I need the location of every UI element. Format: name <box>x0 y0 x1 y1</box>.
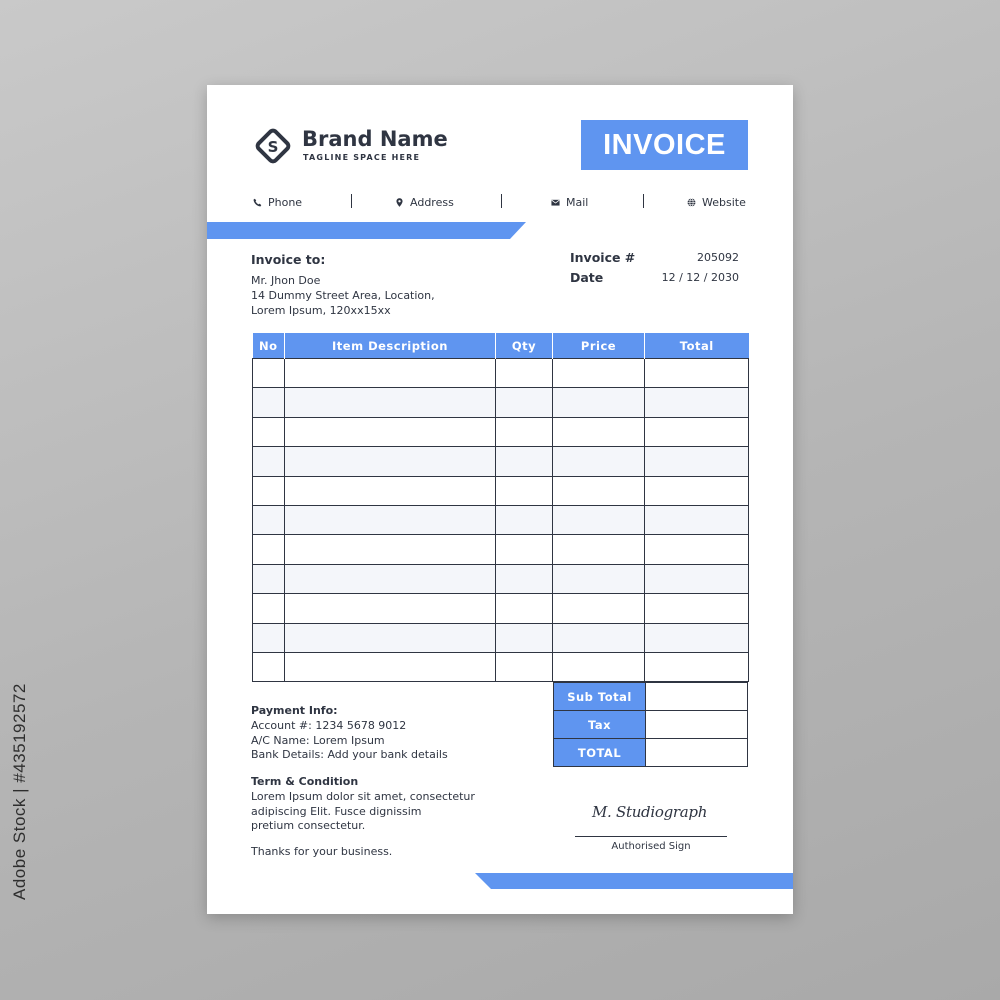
table-cell[interactable] <box>253 652 285 681</box>
table-cell[interactable] <box>645 505 749 534</box>
table-cell[interactable] <box>496 623 553 652</box>
column-header-qty: Qty <box>496 333 553 359</box>
table-row <box>253 623 749 652</box>
table-cell[interactable] <box>553 594 645 623</box>
table-cell[interactable] <box>645 359 749 388</box>
table-cell[interactable] <box>553 359 645 388</box>
table-cell[interactable] <box>496 359 553 388</box>
table-cell[interactable] <box>645 652 749 681</box>
table-cell[interactable] <box>253 564 285 593</box>
table-cell[interactable] <box>645 535 749 564</box>
contact-address-label: Address <box>410 196 454 209</box>
table-cell[interactable] <box>253 417 285 446</box>
client-name: Mr. Jhon Doe <box>251 274 321 287</box>
brand-name: Brand Name <box>302 127 448 151</box>
contact-address[interactable] <box>395 196 454 209</box>
table-cell[interactable] <box>496 447 553 476</box>
contact-mail-label: Mail <box>566 196 589 209</box>
subtotal-row <box>554 683 748 711</box>
subtotal-label: Sub Total <box>554 683 646 711</box>
payment-bank-details: Bank Details: Add your bank details <box>251 748 448 761</box>
table-cell[interactable] <box>285 535 496 564</box>
table-row <box>253 388 749 417</box>
table-row <box>253 535 749 564</box>
invoice-number-label: Invoice # <box>570 250 636 265</box>
payment-info-heading: Payment Info: <box>251 704 338 717</box>
contact-phone[interactable] <box>253 196 302 209</box>
invoice-to-heading: Invoice to: <box>251 252 326 267</box>
date-value: 12 / 12 / 2030 <box>661 271 739 284</box>
phone-icon <box>253 198 262 207</box>
table-row <box>253 564 749 593</box>
table-cell[interactable] <box>253 388 285 417</box>
contact-divider <box>643 194 644 208</box>
tax-value-cell[interactable] <box>646 711 748 739</box>
globe-icon <box>687 198 696 207</box>
client-address-line1: 14 Dummy Street Area, Location, <box>251 289 435 302</box>
table-cell[interactable] <box>285 476 496 505</box>
contact-website-label: Website <box>702 196 746 209</box>
table-cell[interactable] <box>645 447 749 476</box>
total-value-cell[interactable] <box>646 739 748 767</box>
contact-divider <box>351 194 352 208</box>
thanks-note: Thanks for your business. <box>251 845 393 858</box>
payment-ac-name: A/C Name: Lorem Ipsum <box>251 734 385 747</box>
signature-line <box>575 836 727 837</box>
subtotal-value-cell[interactable] <box>646 683 748 711</box>
table-cell[interactable] <box>285 564 496 593</box>
table-cell[interactable] <box>496 652 553 681</box>
bottom-accent-band <box>475 873 793 889</box>
invoice-paper <box>207 85 793 914</box>
table-row <box>253 447 749 476</box>
table-row <box>253 594 749 623</box>
table-cell[interactable] <box>645 388 749 417</box>
stock-id-watermark: Adobe Stock | #435192572 <box>10 683 29 900</box>
table-cell[interactable] <box>285 594 496 623</box>
date-label: Date <box>570 270 604 285</box>
table-cell[interactable] <box>253 447 285 476</box>
table-cell[interactable] <box>496 505 553 534</box>
total-label: TOTAL <box>554 739 646 767</box>
table-cell[interactable] <box>645 417 749 446</box>
authorised-sign-label: Authorised Sign <box>611 841 691 852</box>
table-row <box>253 417 749 446</box>
contact-mail[interactable] <box>551 196 588 209</box>
table-cell[interactable] <box>553 623 645 652</box>
column-header-description: Item Description <box>285 333 496 359</box>
column-header-price: Price <box>553 333 645 359</box>
terms-line2: adipiscing Elit. Fusce dignissim <box>251 805 422 818</box>
table-cell[interactable] <box>496 594 553 623</box>
signature: M. Studiograph <box>592 803 708 821</box>
terms-line1: Lorem Ipsum dolor sit amet, consectetur <box>251 790 475 803</box>
table-cell[interactable] <box>285 447 496 476</box>
table-cell[interactable] <box>253 476 285 505</box>
table-cell[interactable] <box>553 564 645 593</box>
brand-logo-letter: S <box>267 138 279 156</box>
table-cell[interactable] <box>496 388 553 417</box>
table-cell[interactable] <box>553 388 645 417</box>
top-accent-band <box>207 222 527 239</box>
table-cell[interactable] <box>553 417 645 446</box>
table-cell[interactable] <box>253 505 285 534</box>
column-header-total: Total <box>645 333 749 359</box>
brand-logo-icon <box>252 125 294 167</box>
items-table <box>252 333 749 682</box>
totals-table <box>553 682 748 767</box>
items-table-header <box>253 333 749 359</box>
tax-label: Tax <box>554 711 646 739</box>
table-cell[interactable] <box>645 623 749 652</box>
client-address-line2: Lorem Ipsum, 120xx15xx <box>251 304 391 317</box>
table-cell[interactable] <box>645 564 749 593</box>
contact-phone-label: Phone <box>268 196 303 209</box>
table-row <box>253 505 749 534</box>
table-cell[interactable] <box>253 535 285 564</box>
table-cell[interactable] <box>285 652 496 681</box>
brand-tagline: TAGLINE SPACE HERE <box>303 153 421 162</box>
contact-divider <box>501 194 502 208</box>
table-row <box>253 359 749 388</box>
terms-line3: pretium consectetur. <box>251 819 366 832</box>
table-cell[interactable] <box>645 476 749 505</box>
table-cell[interactable] <box>285 388 496 417</box>
table-cell[interactable] <box>285 359 496 388</box>
table-cell[interactable] <box>496 476 553 505</box>
invoice-number-value: 205092 <box>697 251 739 264</box>
total-row <box>554 739 748 767</box>
table-cell[interactable] <box>253 359 285 388</box>
table-cell[interactable] <box>285 505 496 534</box>
invoice-title: INVOICE <box>581 120 748 170</box>
table-row <box>253 476 749 505</box>
column-header-no: No <box>253 333 285 359</box>
table-cell[interactable] <box>645 594 749 623</box>
table-cell[interactable] <box>496 535 553 564</box>
table-cell[interactable] <box>496 564 553 593</box>
table-cell[interactable] <box>553 447 645 476</box>
table-cell[interactable] <box>285 417 496 446</box>
table-cell[interactable] <box>253 594 285 623</box>
payment-account: Account #: 1234 5678 9012 <box>251 719 407 732</box>
table-cell[interactable] <box>553 476 645 505</box>
table-cell[interactable] <box>553 535 645 564</box>
table-cell[interactable] <box>285 623 496 652</box>
table-cell[interactable] <box>553 505 645 534</box>
table-cell[interactable] <box>253 623 285 652</box>
mail-icon <box>551 198 560 207</box>
tax-row <box>554 711 748 739</box>
contact-website[interactable] <box>687 196 746 209</box>
terms-heading: Term & Condition <box>251 775 359 788</box>
table-cell[interactable] <box>496 417 553 446</box>
table-row <box>253 652 749 681</box>
location-pin-icon <box>395 198 404 207</box>
table-cell[interactable] <box>553 652 645 681</box>
